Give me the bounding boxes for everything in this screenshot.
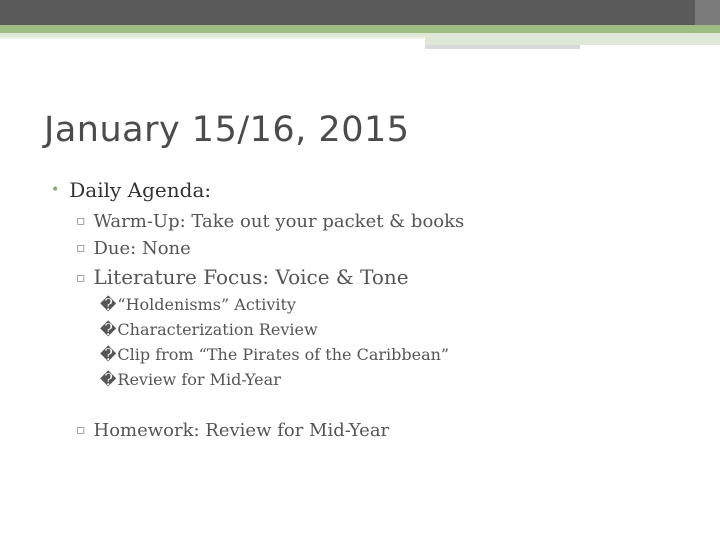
bullet-square-icon: ▫: [76, 213, 86, 229]
agenda-item-label: Literature Focus: Voice & Tone: [93, 265, 409, 289]
agenda-item-due: [76, 238, 191, 259]
slide-title: January 15/16, 2015: [44, 110, 410, 150]
agenda-item-literature: [76, 265, 409, 289]
top-bar-pale-right: [425, 37, 720, 45]
missing-glyph-icon: �: [100, 320, 117, 339]
top-bar-thin: [0, 37, 425, 39]
missing-glyph-icon: �: [100, 345, 117, 364]
agenda-item-label: Due: None: [93, 238, 191, 259]
missing-glyph-icon: �: [100, 295, 117, 314]
agenda-item-homework: [76, 420, 389, 441]
agenda-heading: Daily Agenda:: [69, 178, 212, 202]
bullet-square-icon: ▫: [76, 422, 86, 438]
bullet-square-icon: ▫: [76, 240, 86, 256]
sub-item: �“Holdenisms” Activity: [100, 295, 296, 314]
top-bar-grey-right: [425, 45, 580, 49]
sub-item: �Characterization Review: [100, 320, 318, 339]
top-bar-corner: [695, 0, 720, 25]
sub-item: �Clip from “The Pirates of the Caribbean”: [100, 345, 450, 364]
missing-glyph-icon: �: [100, 370, 117, 389]
agenda-item-label: Warm-Up: Take out your packet & books: [93, 211, 465, 232]
top-bar-dark: [0, 0, 720, 25]
bullet-dot-icon: •: [51, 182, 60, 198]
top-bar-green: [0, 25, 720, 33]
agenda-heading-item: [51, 178, 211, 202]
agenda-item-label: Homework: Review for Mid-Year: [93, 420, 390, 441]
bullet-square-icon: ▫: [76, 270, 86, 286]
agenda-item-warmup: [76, 211, 464, 232]
sub-item: �Review for Mid-Year: [100, 370, 281, 389]
